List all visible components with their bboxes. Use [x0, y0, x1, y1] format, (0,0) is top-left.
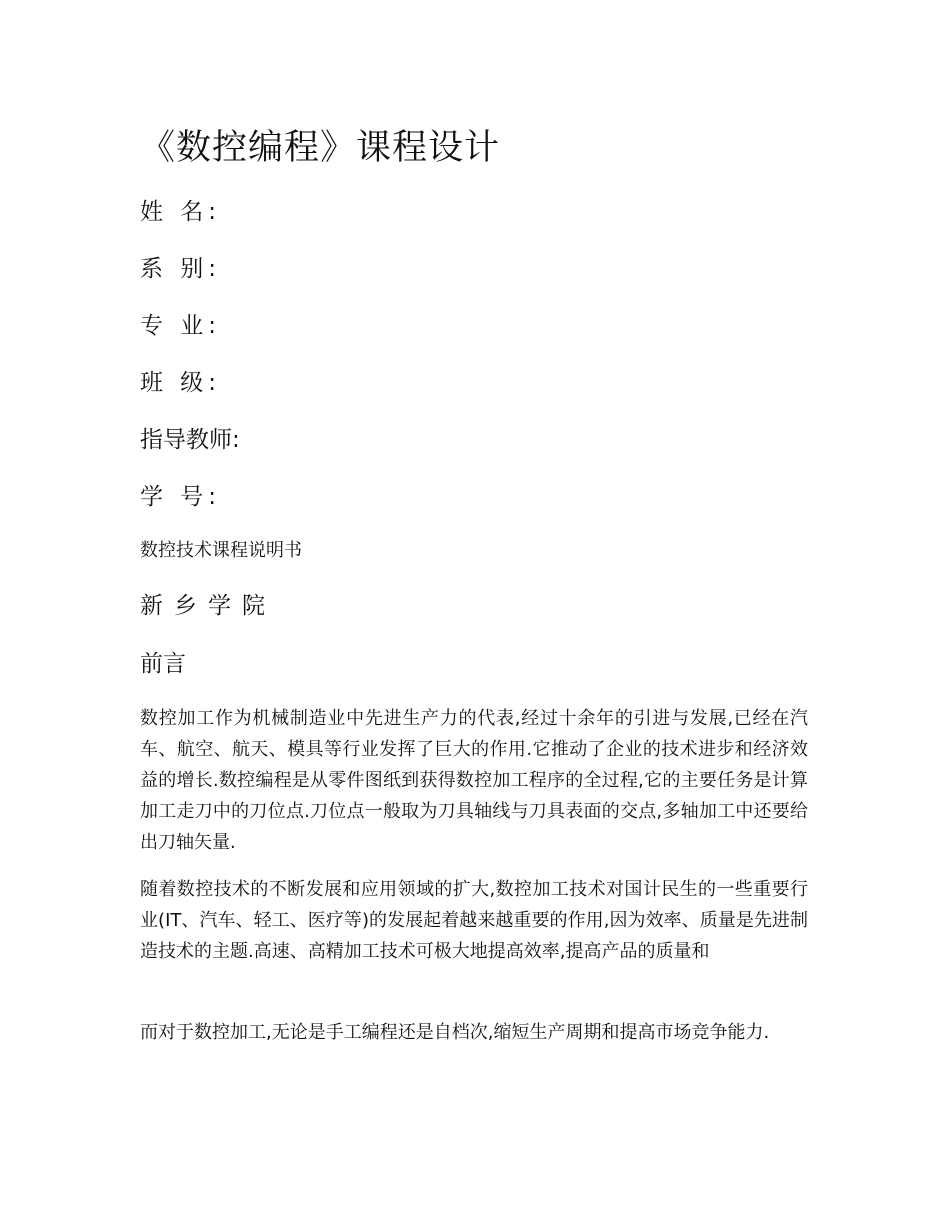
- college-name: 新乡学院: [140, 593, 276, 619]
- field-department-label: 系 别:: [140, 256, 222, 282]
- paragraph-1: 数控加工作为机械制造业中先进生产力的代表,经过十余年的引进与发展,已经在汽车、航空、航天、模具等行业发挥了巨大的作用.它推动了企业的技术进步和经济效益的增长.数控编程是从零件图纸到获得数控加工程序的全过程,它的主要任务是计算加工走刀中的刀位点.刀位点一般取为刀具轴线与刀具表面的交点,多轴加工中还要给出刀轴矢量.: [140, 708, 808, 853]
- paragraph-3: 而对于数控加工,无论是手工编程还是自档次,缩短生产周期和提高市场竞争能力.: [140, 1022, 770, 1043]
- document-title: 《数控编程》课程设计: [140, 128, 501, 168]
- field-major-label: 专 业:: [140, 313, 222, 339]
- field-name-label: 姓 名:: [140, 199, 222, 225]
- field-class-label: 班 级:: [140, 370, 222, 396]
- field-student-id-label: 学 号:: [140, 484, 222, 510]
- document-subtitle: 数控技术课程说明书: [140, 540, 302, 561]
- field-advisor-label: 指导教师:: [140, 427, 240, 453]
- preface-heading: 前言: [140, 651, 186, 677]
- paragraph-2: 随着数控技术的不断发展和应用领域的扩大,数控加工技术对国计民生的一些重要行业(IT、汽车、轻工、医疗等)的发展起着越来越重要的作用,因为效率、质量是先进制造技术的主题.高速、高精加工技术可极大地提高效率,提高产品的质量和: [140, 879, 808, 962]
